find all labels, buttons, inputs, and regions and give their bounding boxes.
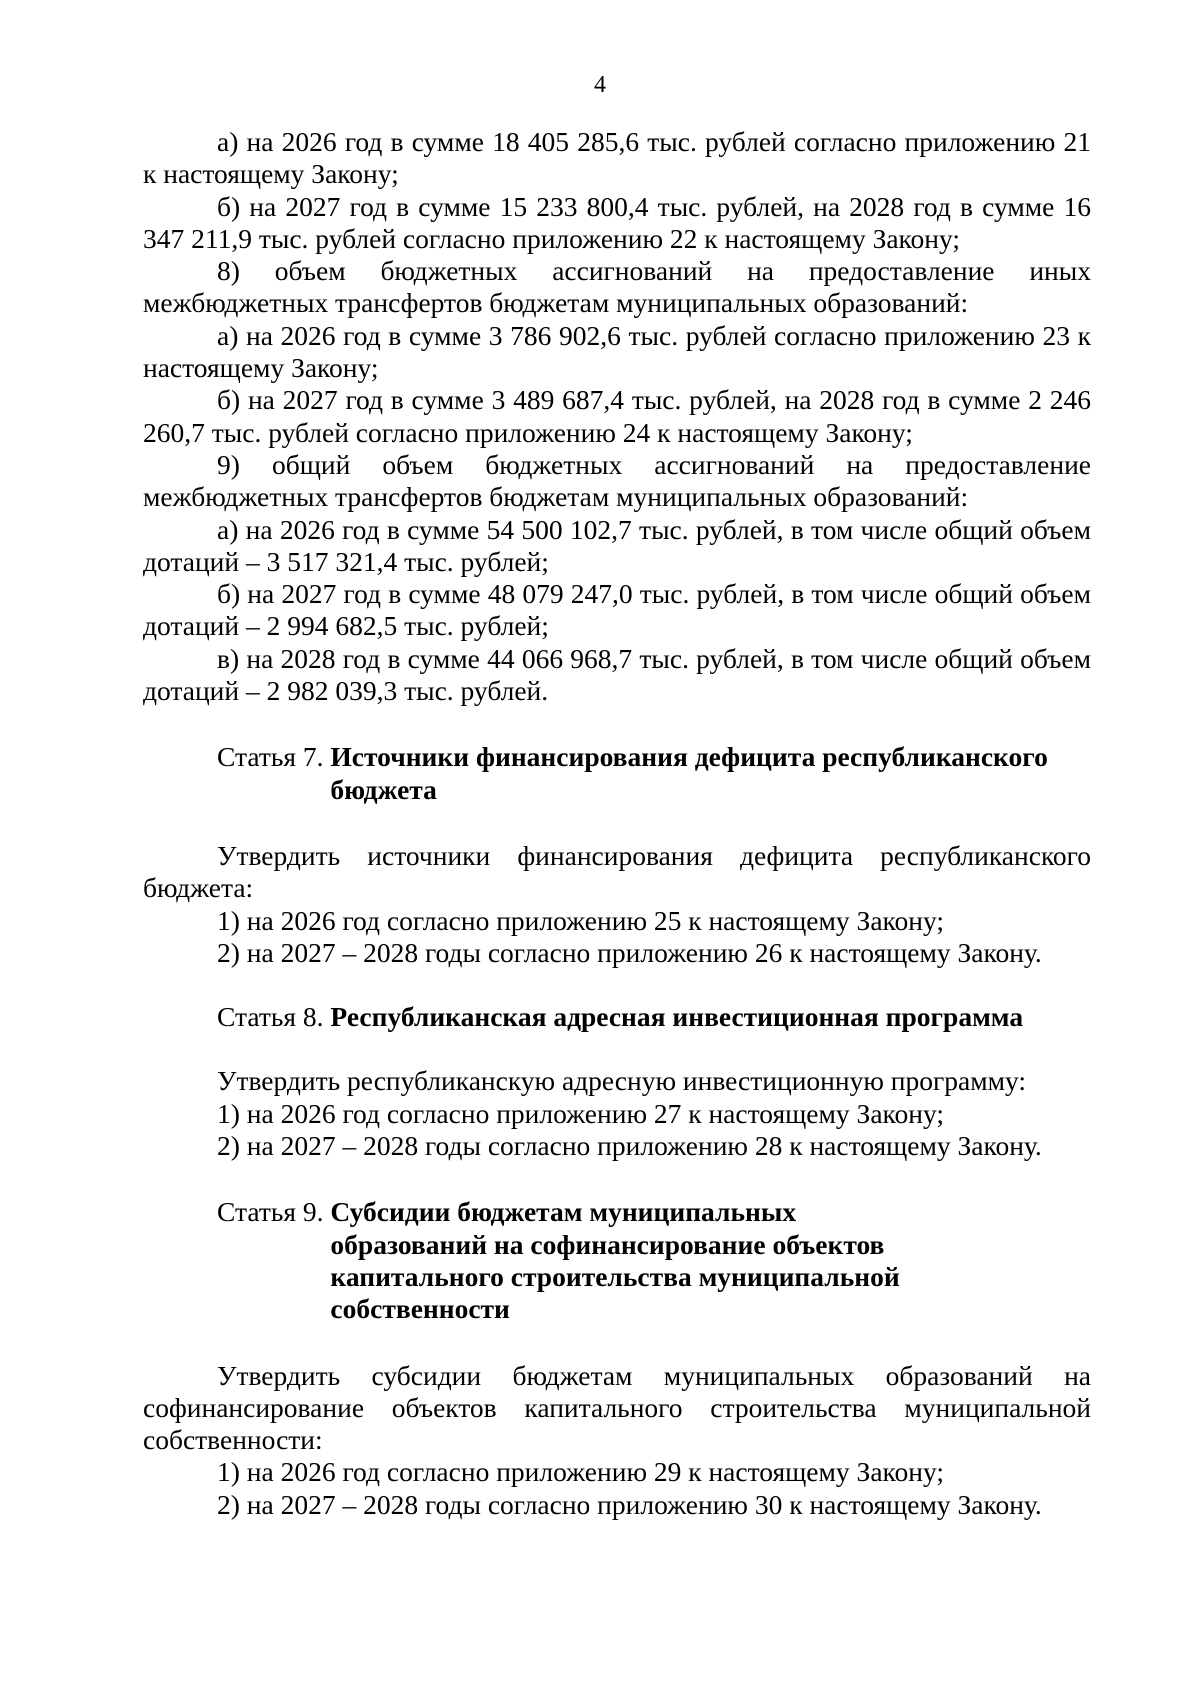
article-9-item-1: 1) на 2026 год согласно приложению 29 к настоящему Закону; <box>217 1456 944 1488</box>
article-7-heading <box>143 741 1091 806</box>
paragraph-9-a: а) на 2026 год в сумме 54 500 102,7 тыс. рублей, в том числе общий объем дотаций – 3 517 321,4 тыс. рублей; <box>143 513 1091 577</box>
article-7-intro: Утвердить источники финансирования дефицита республиканского бюджета: <box>143 839 1091 904</box>
paragraph-9-b: б) на 2027 год в сумме 48 079 247,0 тыс. рублей, в том числе общий объем дотаций – 2 994 682,5 тыс. рублей; <box>143 578 1091 642</box>
article-7-item-1: 1) на 2026 год согласно приложению 25 к настоящему Закону; <box>217 904 944 936</box>
paragraph-9-c: в) на 2028 год в сумме 44 066 968,7 тыс. рублей, в том числе общий объем дотаций – 2 982 039,3 тыс. рублей. <box>143 642 1091 707</box>
page-number: 4 <box>594 72 606 98</box>
article-8-item-1: 1) на 2026 год согласно приложению 27 к настоящему Закону; <box>217 1097 944 1129</box>
paragraph-8-a: а) на 2026 год в сумме 3 786 902,6 тыс. рублей согласно приложению 23 к настоящему Закону; <box>143 319 1091 384</box>
article-9-title: Субсидии бюджетам муниципальных образований на софинансирование объектов капитального строительства муниципальной собственности <box>330 1196 900 1325</box>
document-body <box>143 126 1091 1521</box>
article-8-title: Республиканская адресная инвестиционная программа <box>330 1001 1024 1033</box>
paragraph-8: 8) объем бюджетных ассигнований на предоставление иных межбюджетных трансфертов бюджетам муниципальных образований: <box>143 255 1091 319</box>
article-9-item-2: 2) на 2027 – 2028 годы согласно приложению 30 к настоящему Закону. <box>217 1488 1042 1520</box>
article-7-item-2: 2) на 2027 – 2028 годы согласно приложению 26 к настоящему Закону. <box>217 936 1042 968</box>
paragraph-8-b: б) на 2027 год в сумме 3 489 687,4 тыс. рублей, на 2028 год в сумме 2 246 260,7 тыс. рублей согласно приложению 24 к настоящему Закону; <box>143 384 1091 448</box>
paragraph-7-b: б) на 2027 год в сумме 15 233 800,4 тыс. рублей, на 2028 год в сумме 16 347 211,9 тыс. рублей согласно приложению 22 к настоящему Закону; <box>143 190 1091 254</box>
article-8-heading <box>143 1001 1091 1033</box>
paragraph-9: 9) общий объем бюджетных ассигнований на предоставление межбюджетных трансфертов бюджетам муниципальных образований: <box>143 448 1091 513</box>
article-7-title: Источники финансирования дефицита республиканского бюджета <box>330 741 1048 805</box>
article-8-item-2: 2) на 2027 – 2028 годы согласно приложению 28 к настоящему Закону. <box>217 1130 1042 1162</box>
article-9-intro: Утвердить субсидии бюджетам муниципальных образований на софинансирование объектов капитального строительства муниципальной собственности: <box>143 1359 1091 1456</box>
article-9-label: Статья 9. <box>217 1196 331 1228</box>
article-7-label: Статья 7. <box>217 741 331 773</box>
paragraph-7-a: а) на 2026 год в сумме 18 405 285,6 тыс. рублей согласно приложению 21 к настоящему Закону; <box>143 126 1091 190</box>
article-9-heading <box>143 1196 1091 1325</box>
article-8-label: Статья 8. <box>217 1001 331 1033</box>
article-8-intro: Утвердить республиканскую адресную инвестиционную программу: <box>217 1065 1027 1097</box>
